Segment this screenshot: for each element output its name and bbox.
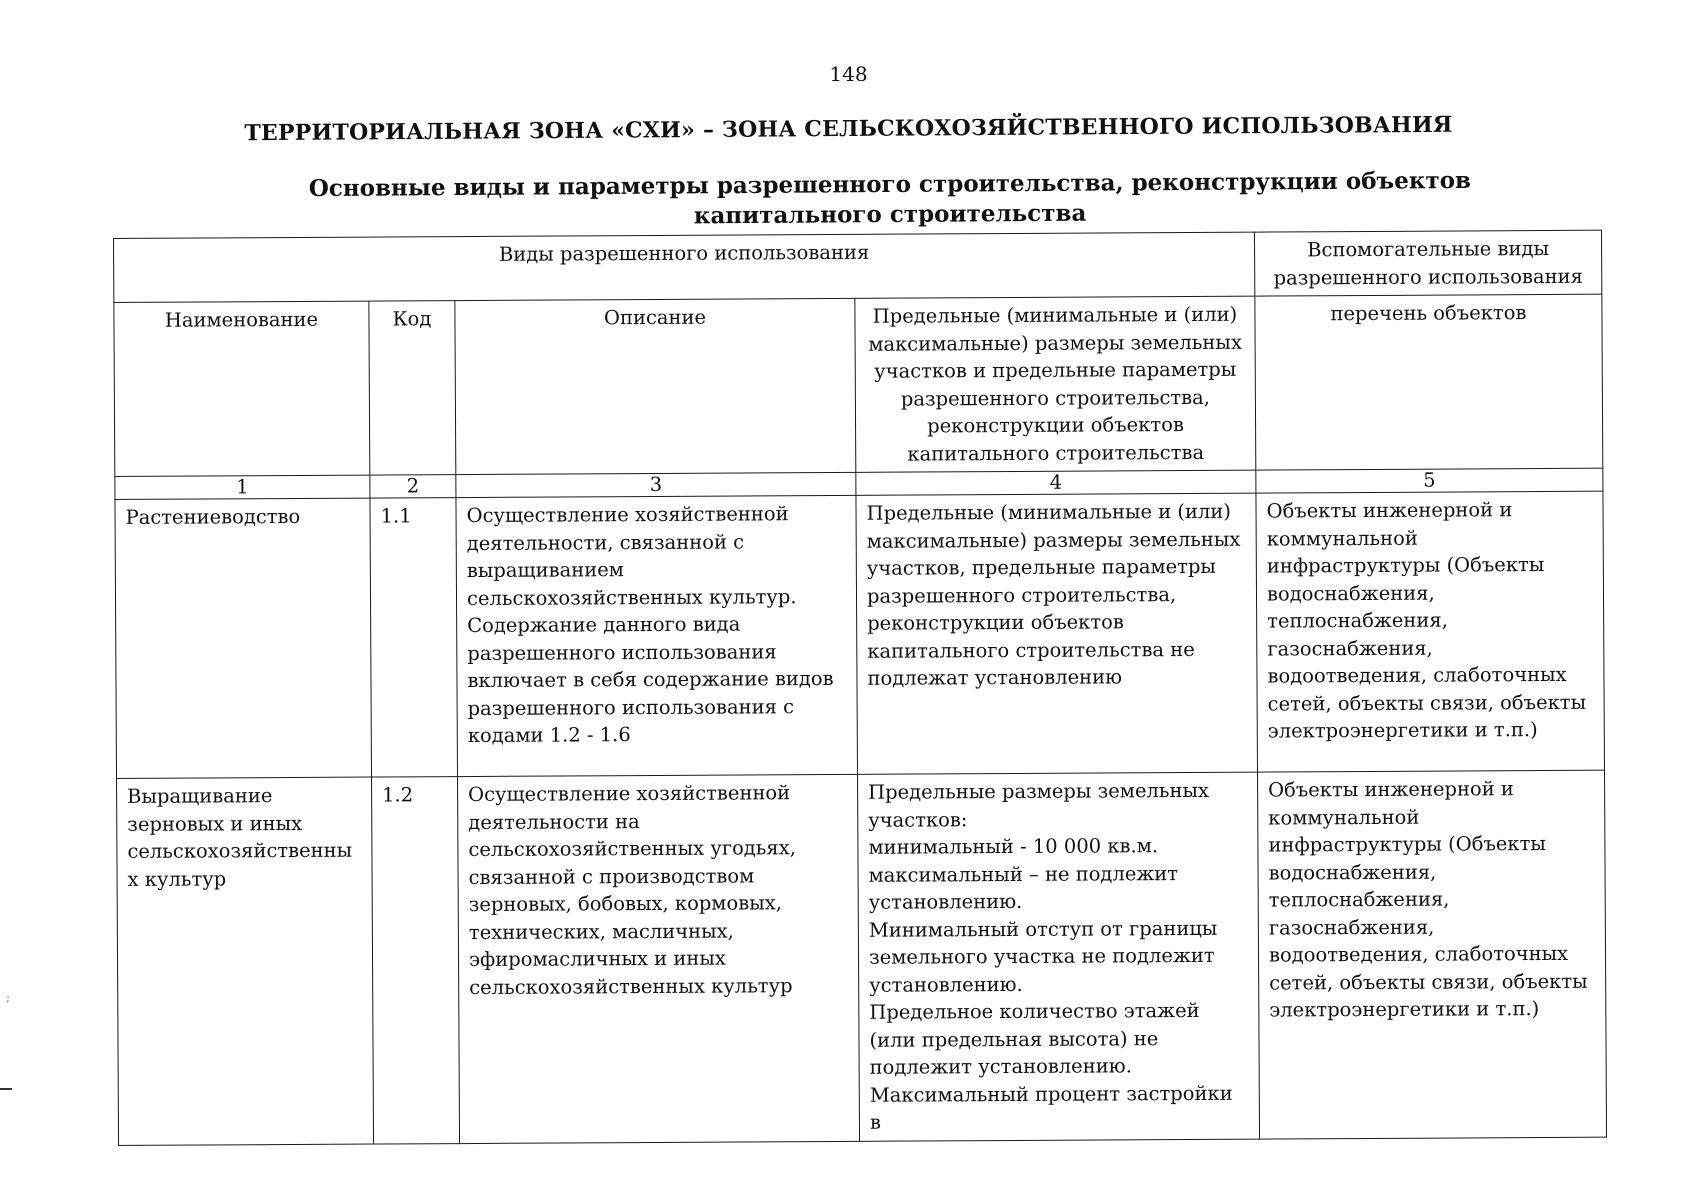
- col-header-code: Код: [369, 301, 456, 475]
- col-number-2: 2: [370, 475, 456, 498]
- col-header-description: Описание: [455, 298, 856, 474]
- header-aux-cell: Вспомогательные виды разрешенного использования: [1254, 230, 1601, 296]
- section-title: Основные виды и параметры разрешенного строительства, реконструкции объектов капитального строительства: [308, 166, 1472, 230]
- table-row: [117, 770, 1607, 1145]
- col-header-parameters: Предельные (минимальные и (или) максимальные) размеры земельных участков и предельные параметры разрешенного строительства, реконструкции объектов капитального строительства: [855, 296, 1256, 472]
- table-row: [115, 491, 1605, 778]
- row-parameters-cell: Предельные (минимальные и (или) максимальные) размеры земельных участков, предельные параметры разрешенного строительства, реконструкции объектов капитального строительства не подлежат установлению: [856, 493, 1258, 774]
- col-number-1: 1: [115, 475, 370, 499]
- row-objects-cell: Объекты инженерной и коммунальной инфраструктуры (Объекты водоснабжения, теплоснабжения, газоснабжения, водоотведения, слаботочных сетей, объекты связи, объекты электроэнергетики и т.п.): [1258, 770, 1607, 1138]
- col-header-name: Наименование: [114, 301, 370, 476]
- page-number: 148: [829, 62, 868, 86]
- row-code-cell: 1.2: [372, 777, 460, 1144]
- scan-margin-dash: [0, 1088, 12, 1090]
- row-description-cell: Осуществление хозяйственной деятельности, связанной с выращиванием сельскохозяйственных культур. Содержание данного вида разрешенного использования включает в себя содержание видов разрешенного использования с кодами 1.2 - 1.6: [456, 495, 858, 776]
- col-header-objects: перечень объектов: [1255, 294, 1603, 470]
- permitted-use-table: [113, 230, 1607, 1146]
- row-name-cell: Растениеводство: [115, 498, 372, 778]
- col-number-5: 5: [1256, 468, 1603, 493]
- header-main-cell: Виды разрешенного использования: [114, 232, 1255, 302]
- scan-margin-mark: ;: [6, 990, 11, 1004]
- row-parameters-cell: Предельные размеры земельных участков: минимальный - 10 000 кв.м. максимальный – не подлежит установлению. Минимальный отступ от границы земельного участка не подлежит установлению. Предельное количество этажей (или предельная высота) не подлежит установлению. Максимальный процент застройки в: [858, 772, 1260, 1141]
- col-number-3: 3: [456, 472, 856, 497]
- row-code-cell: 1.1: [370, 498, 458, 777]
- table-header-row-columns: [114, 294, 1603, 476]
- row-description-cell: Осуществление хозяйственной деятельности на сельскохозяйственных угодьях, связанной с производством зерновых, бобовых, кормовых, технических, масличных, эфиромасличных и иных сельскохозяйственных культур: [458, 774, 860, 1143]
- table-header-row-main: [114, 230, 1602, 302]
- zone-title: ТЕРРИТОРИАЛЬНАЯ ЗОНА «СХИ» – ЗОНА СЕЛЬСКОХОЗЯЙСТВЕННОГО ИСПОЛЬЗОВАНИЯ: [244, 111, 1453, 147]
- row-name-cell: Выращивание зерновых и иных сельскохозяйственны х культур: [117, 777, 374, 1145]
- row-objects-cell: Объекты инженерной и коммунальной инфраструктуры (Объекты водоснабжения, теплоснабжения, газоснабжения, водоотведения, слаботочных сетей, объекты связи, объекты электроэнергетики и т.п.): [1256, 491, 1605, 772]
- col-number-4: 4: [856, 470, 1256, 495]
